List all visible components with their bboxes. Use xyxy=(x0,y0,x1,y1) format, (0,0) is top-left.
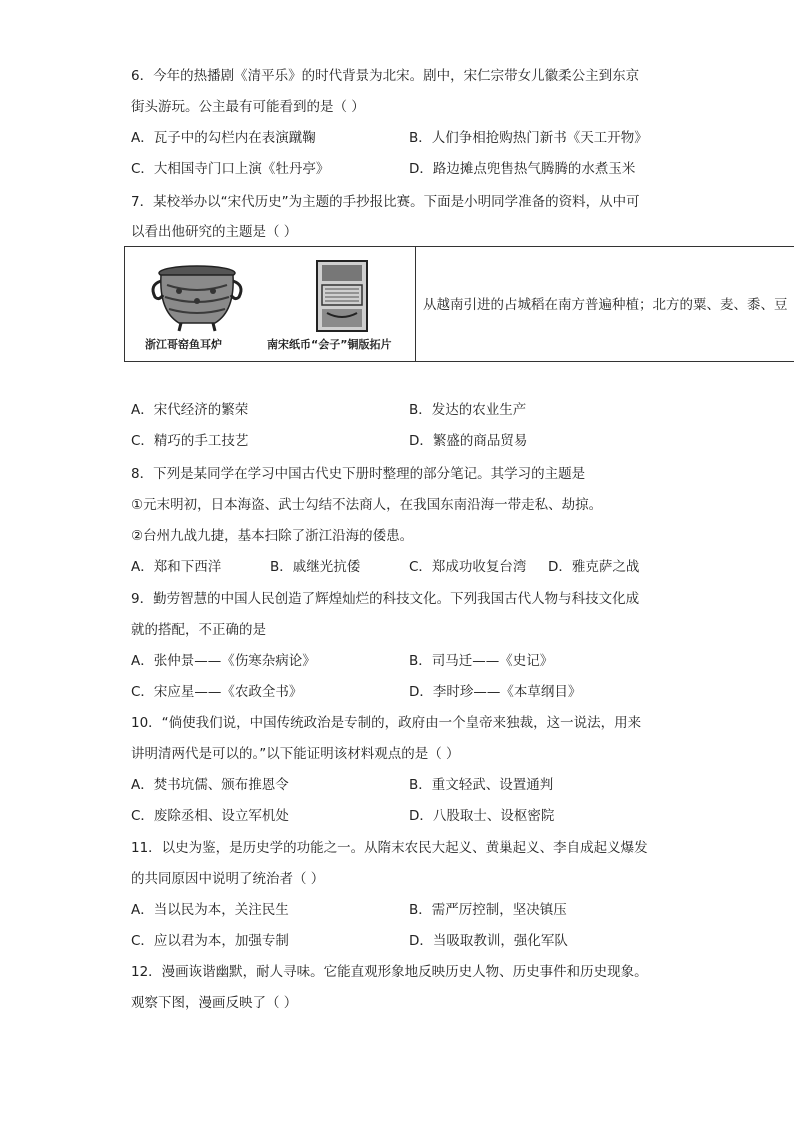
q6-option-c: C．大相国寺门口上演《牡丹亭》 xyxy=(131,161,330,177)
q9-option-b: B．司马迁——《史记》 xyxy=(409,653,554,669)
q6-option-b: B．人们争相抢购热门新书《天工开物》 xyxy=(409,130,648,146)
q10-option-d: D．八股取士、设枢密院 xyxy=(409,808,555,824)
table-divider xyxy=(415,247,416,361)
q7-option-b: B．发达的农业生产 xyxy=(409,402,527,418)
q11-stem-line1: 11．以史为鉴，是历史学的功能之一。从隋末农民大起义、黄巢起义、李自成起义爆发 xyxy=(131,840,648,856)
q7-option-d: D．繁盛的商品贸易 xyxy=(409,433,528,449)
q9-stem-line2: 就的搭配，不正确的是 xyxy=(131,622,266,638)
q9-option-d: D．李时珍——《本草纲目》 xyxy=(409,684,582,700)
q8-stem-line3: ②台州九战九捷，基本扫除了浙江沿海的倭患。 xyxy=(131,528,414,544)
q7-stem-line1: 7．某校举办以“宋代历史”为主题的手抄报比赛。下面是小明同学准备的资料，从中可 xyxy=(131,194,640,210)
q6-stem-line2: 街头游玩。公主最有可能看到的是（ ） xyxy=(131,99,365,115)
q10-stem-line2: 讲明清两代是可以的。”以下能证明该材料观点的是（ ） xyxy=(131,746,460,762)
q8-stem-line2: ①元末明初，日本海盗、武士勾结不法商人，在我国东南沿海一带走私、劫掠。 xyxy=(131,497,603,513)
q7-material-table xyxy=(124,246,794,362)
q9-option-a: A．张仲景——《伤寒杂病论》 xyxy=(131,653,316,669)
q8-option-a: A．郑和下西洋 xyxy=(131,559,222,575)
q6-option-d: D．路边摊点兜售热气腾腾的水煮玉米 xyxy=(409,161,636,177)
q9-stem-line1: 9．勤劳智慧的中国人民创造了辉煌灿烂的科技文化。下列我国古代人物与科技文化成 xyxy=(131,591,640,607)
banknote-rubbing-image xyxy=(315,259,369,333)
q7-option-a: A．宋代经济的繁荣 xyxy=(131,402,249,418)
q8-option-b: B．戚继光抗倭 xyxy=(270,559,361,575)
q6-option-a: A．瓦子中的勾栏内在表演蹴鞠 xyxy=(131,130,316,146)
q7-stem-line2: 以看出他研究的主题是（ ） xyxy=(131,224,298,240)
q8-option-c: C．郑成功收复台湾 xyxy=(409,559,527,575)
q8-stem-line1: 8．下列是某同学在学习中国古代史下册时整理的部分笔记。其学习的主题是 xyxy=(131,466,586,482)
q9-option-c: C．宋应星——《农政全书》 xyxy=(131,684,303,700)
q10-option-a: A．焚书坑儒、颁布推恩令 xyxy=(131,777,289,793)
q6-stem-line1: 6．今年的热播剧《清平乐》的时代背景为北宋。剧中，宋仁宗带女儿徽柔公主到东京 xyxy=(131,68,640,84)
banknote-caption: 南宋纸币“会子”铜版拓片 xyxy=(267,338,392,351)
q11-option-c: C．应以君为本，加强专制 xyxy=(131,933,289,949)
q11-option-d: D．当吸取教训，强化军队 xyxy=(409,933,568,949)
q10-stem-line1: 10．“倘使我们说，中国传统政治是专制的，政府由一个皇帝来独裁，这一说法，用来 xyxy=(131,715,642,731)
q11-option-b: B．需严厉控制，坚决镇压 xyxy=(409,902,567,918)
q7-material-text: 从越南引进的占城稻在南方普遍种植；北方的粟、麦、黍、豆 xyxy=(423,297,788,313)
q11-option-a: A．当以民为本，关注民生 xyxy=(131,902,289,918)
q7-option-c: C．精巧的手工技艺 xyxy=(131,433,249,449)
censer-image xyxy=(149,261,245,333)
q8-option-d: D．雅克萨之战 xyxy=(548,559,640,575)
q12-stem-line1: 12．漫画诙谐幽默，耐人寻味。它能直观形象地反映历史人物、历史事件和历史现象。 xyxy=(131,964,648,980)
q10-option-b: B．重文轻武、设置通判 xyxy=(409,777,554,793)
q11-stem-line2: 的共同原因中说明了统治者（ ） xyxy=(131,871,325,887)
q10-option-c: C．废除丞相、设立军机处 xyxy=(131,808,289,824)
q12-stem-line2: 观察下图，漫画反映了（ ） xyxy=(131,995,298,1011)
censer-caption: 浙江哥窑鱼耳炉 xyxy=(145,338,222,351)
